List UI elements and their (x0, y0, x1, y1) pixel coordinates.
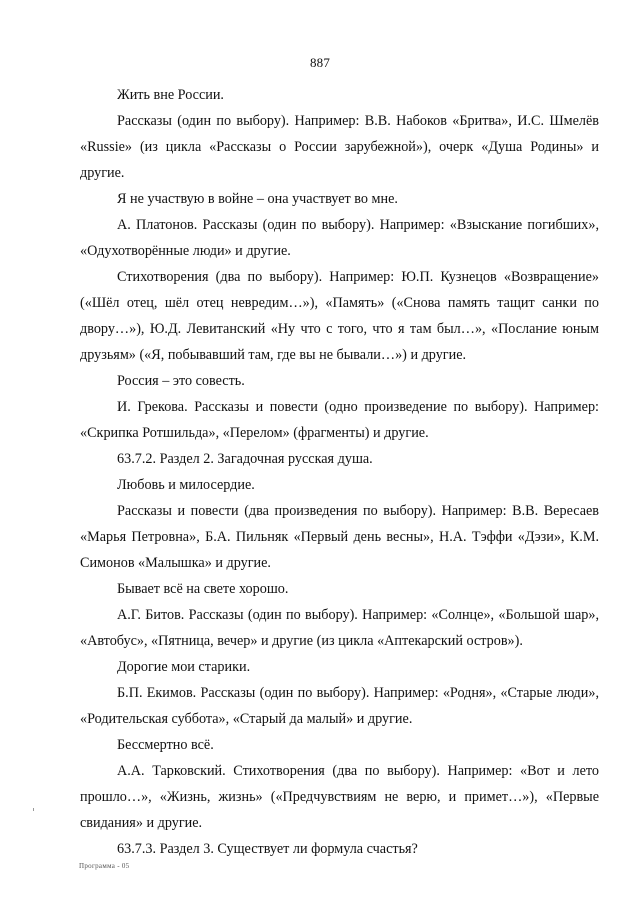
paragraph: Любовь и милосердие. (117, 477, 255, 493)
page-footer: Программа - 05 (79, 862, 130, 870)
paragraph: Россия – это совесть. (117, 373, 245, 389)
page-number: 887 (309, 55, 331, 70)
paragraph: Я не участвую в войне – она участвует во мне. (117, 191, 398, 207)
scan-mark (33, 808, 34, 811)
paragraph: А.Г. Битов. Рассказы (один по выбору). Например: «Солнце», «Большой шар», «Автобус», «Пятница, вечер» и другие (из цикла «Аптекарский остров»). (80, 607, 599, 649)
paragraph: Стихотворения (два по выбору). Например: Ю.П. Кузнецов «Возвращение» («Шёл отец, шёл отец невредим…»), «Память» («Снова память тащит санки по двору…»), Ю.Д. Левитанский «Ну что с того, что я там был…», «Послание юным друзьям» («Я, побывавший там, где вы не бывали…») и другие. (80, 269, 599, 363)
paragraph: Б.П. Екимов. Рассказы (один по выбору). Например: «Родня», «Старые люди», «Родительская суббота», «Старый да малый» и другие. (80, 685, 599, 727)
paragraph: Дорогие мои старики. (117, 659, 251, 675)
paragraph: А.А. Тарковский. Стихотворения (два по выбору). Например: «Вот и лето прошло…», «Жизнь, жизнь» («Предчувствиям не верю, и примет…»), «Первые свидания» и другие. (80, 763, 599, 831)
paragraph: Жить вне России. (117, 87, 224, 103)
section-heading: 63.7.2. Раздел 2. Загадочная русская душа. (117, 451, 373, 467)
paragraph: Бессмертно всё. (117, 737, 214, 753)
body-text (80, 82, 599, 862)
paragraph: Рассказы (один по выбору). Например: В.В. Набоков «Бритва», И.С. Шмелёв «Russie» (из цикла «Рассказы о России зарубежной»), очерк «Душа Родины» и другие. (80, 113, 599, 181)
paragraph: Бывает всё на свете хорошо. (117, 581, 289, 597)
paragraph: И. Грекова. Рассказы и повести (одно произведение по выбору). Например: «Скрипка Ротшильда», «Перелом» (фрагменты) и другие. (80, 399, 599, 441)
paragraph: Рассказы и повести (два произведения по выбору). Например: В.В. Вересаев «Марья Петровна», Б.А. Пильняк «Первый день весны», Н.А. Тэффи «Дэзи», К.М. Симонов «Малышка» и другие. (80, 503, 599, 571)
paragraph: А. Платонов. Рассказы (один по выбору). Например: «Взыскание погибших», «Одухотворённые люди» и другие. (80, 217, 599, 259)
section-heading: 63.7.3. Раздел 3. Существует ли формула счастья? (117, 841, 418, 857)
